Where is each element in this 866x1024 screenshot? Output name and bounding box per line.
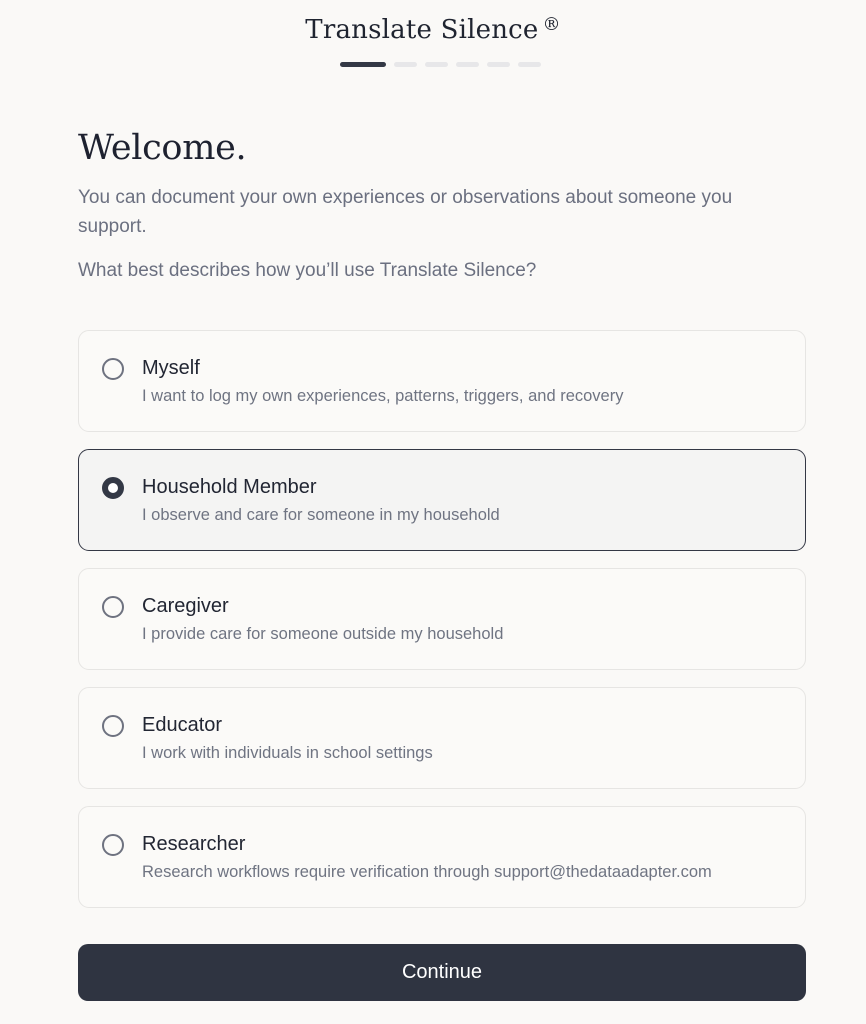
progress-indicator xyxy=(340,62,541,67)
usage-question: What best describes how you’ll use Translate Silence? xyxy=(78,260,537,281)
progress-step-2 xyxy=(394,62,417,67)
option-researcher[interactable] xyxy=(78,806,806,908)
option-description: I want to log my own experiences, patterns, triggers, and recovery xyxy=(142,387,624,405)
option-caregiver[interactable] xyxy=(78,568,806,670)
radio-button[interactable] xyxy=(102,834,124,856)
radio-button-selected[interactable] xyxy=(102,477,124,499)
radio-button[interactable] xyxy=(102,358,124,380)
option-description: I observe and care for someone in my household xyxy=(142,506,500,524)
page-title: Welcome. xyxy=(78,128,247,168)
progress-step-6 xyxy=(518,62,541,67)
option-description: I provide care for someone outside my household xyxy=(142,625,504,643)
brand-name: Translate Silence xyxy=(305,15,539,45)
intro-text: You can document your own experiences or observations about someone you support. xyxy=(78,187,733,237)
option-title: Educator xyxy=(142,714,223,736)
option-educator[interactable] xyxy=(78,687,806,789)
progress-step-1 xyxy=(340,62,386,67)
option-description: I work with individuals in school settings xyxy=(142,744,433,762)
option-title: Researcher xyxy=(142,833,246,855)
option-household-member[interactable] xyxy=(78,449,806,551)
option-title: Household Member xyxy=(142,476,317,498)
option-title: Myself xyxy=(142,357,200,379)
radio-button[interactable] xyxy=(102,596,124,618)
continue-button[interactable]: Continue xyxy=(78,944,806,1001)
option-description: Research workflows require verification through support@thedataadapter.com xyxy=(142,863,712,881)
radio-button[interactable] xyxy=(102,715,124,737)
progress-step-4 xyxy=(456,62,479,67)
usage-options xyxy=(78,330,806,925)
brand-title xyxy=(0,14,866,45)
option-myself[interactable] xyxy=(78,330,806,432)
progress-step-3 xyxy=(425,62,448,67)
option-title: Caregiver xyxy=(142,595,229,617)
progress-step-5 xyxy=(487,62,510,67)
registered-mark: ® xyxy=(542,14,561,35)
